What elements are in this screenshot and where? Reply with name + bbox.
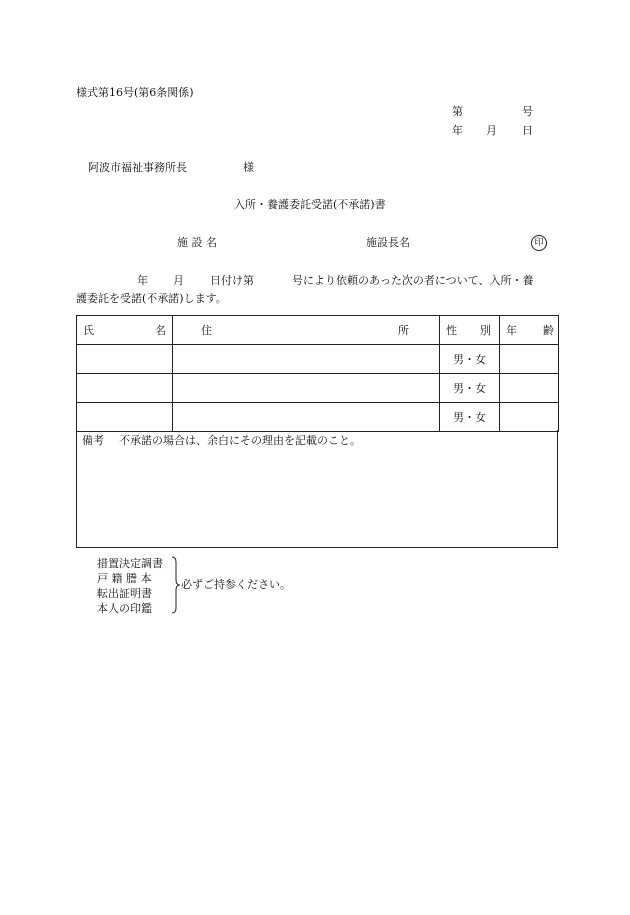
body-year: 年 (137, 274, 148, 287)
date-year: 年 (452, 124, 463, 137)
address-header-char1: 住 (201, 324, 212, 337)
notes-box[interactable] (76, 430, 558, 548)
body-dated-no: 日付け第 (210, 274, 254, 287)
address-cell[interactable] (173, 374, 440, 403)
age-cell[interactable] (500, 374, 559, 403)
sex-header (440, 316, 500, 345)
age-header-char2: 齢 (543, 324, 554, 337)
address-cell[interactable] (173, 403, 440, 432)
applicant-table (76, 315, 559, 432)
addressee-office: 阿波市福祉事務所長 (88, 161, 187, 174)
curly-brace-icon (171, 556, 181, 614)
age-cell[interactable] (500, 403, 559, 432)
name-header (77, 316, 173, 345)
name-cell[interactable] (77, 403, 173, 432)
age-header (500, 316, 559, 345)
address-header-char2: 所 (398, 324, 409, 337)
document-list (97, 556, 163, 616)
sex-value: 男・女 (453, 353, 486, 366)
number-suffix: 号 (522, 105, 533, 118)
addressee-honorific: 様 (243, 161, 254, 174)
seal-mark: 印 (531, 235, 547, 251)
name-cell[interactable] (77, 345, 173, 374)
age-header-char1: 年 (506, 324, 517, 337)
date-day: 日 (522, 124, 533, 137)
table-row (77, 345, 559, 374)
document-item: 本人の印鑑 (97, 602, 152, 615)
sex-header-char1: 性 (446, 324, 457, 337)
sex-value: 男・女 (453, 382, 486, 395)
notes-label: 備考 (82, 434, 104, 447)
sex-cell[interactable] (440, 345, 500, 374)
document-item: 転出証明書 (97, 587, 152, 600)
facility-name-label: 施 設 名 (177, 236, 217, 249)
body-month: 月 (173, 274, 184, 287)
table-row (77, 374, 559, 403)
date-month: 月 (486, 124, 497, 137)
document-item: 措置決定調書 (97, 557, 163, 570)
number-prefix: 第 (452, 105, 463, 118)
document-instruction: 必ずご持参ください。 (181, 578, 291, 591)
sex-value: 男・女 (453, 411, 486, 424)
facility-head-label: 施設長名 (366, 236, 410, 249)
document-title: 入所・養護委託受諾(不承諾)書 (234, 198, 386, 211)
table-row (77, 403, 559, 432)
name-header-char2: 名 (155, 324, 166, 337)
name-cell[interactable] (77, 374, 173, 403)
sex-cell[interactable] (440, 403, 500, 432)
body-line2: 護委託を受諾(不承諾)します。 (76, 292, 227, 305)
document-item: 戸 籍 謄 本 (97, 572, 152, 585)
table-header-row (77, 316, 559, 345)
notes-text: 不承諾の場合は、余白にその理由を記載のこと。 (119, 434, 361, 447)
address-header (173, 316, 440, 345)
sex-cell[interactable] (440, 374, 500, 403)
sex-header-char2: 別 (480, 324, 491, 337)
body-line1-rest: 号により依頼のあった次の者について、入所・養 (292, 274, 534, 287)
form-number: 様式第16号(第6条関係) (76, 86, 194, 99)
address-cell[interactable] (173, 345, 440, 374)
name-header-char1: 氏 (83, 324, 94, 337)
age-cell[interactable] (500, 345, 559, 374)
